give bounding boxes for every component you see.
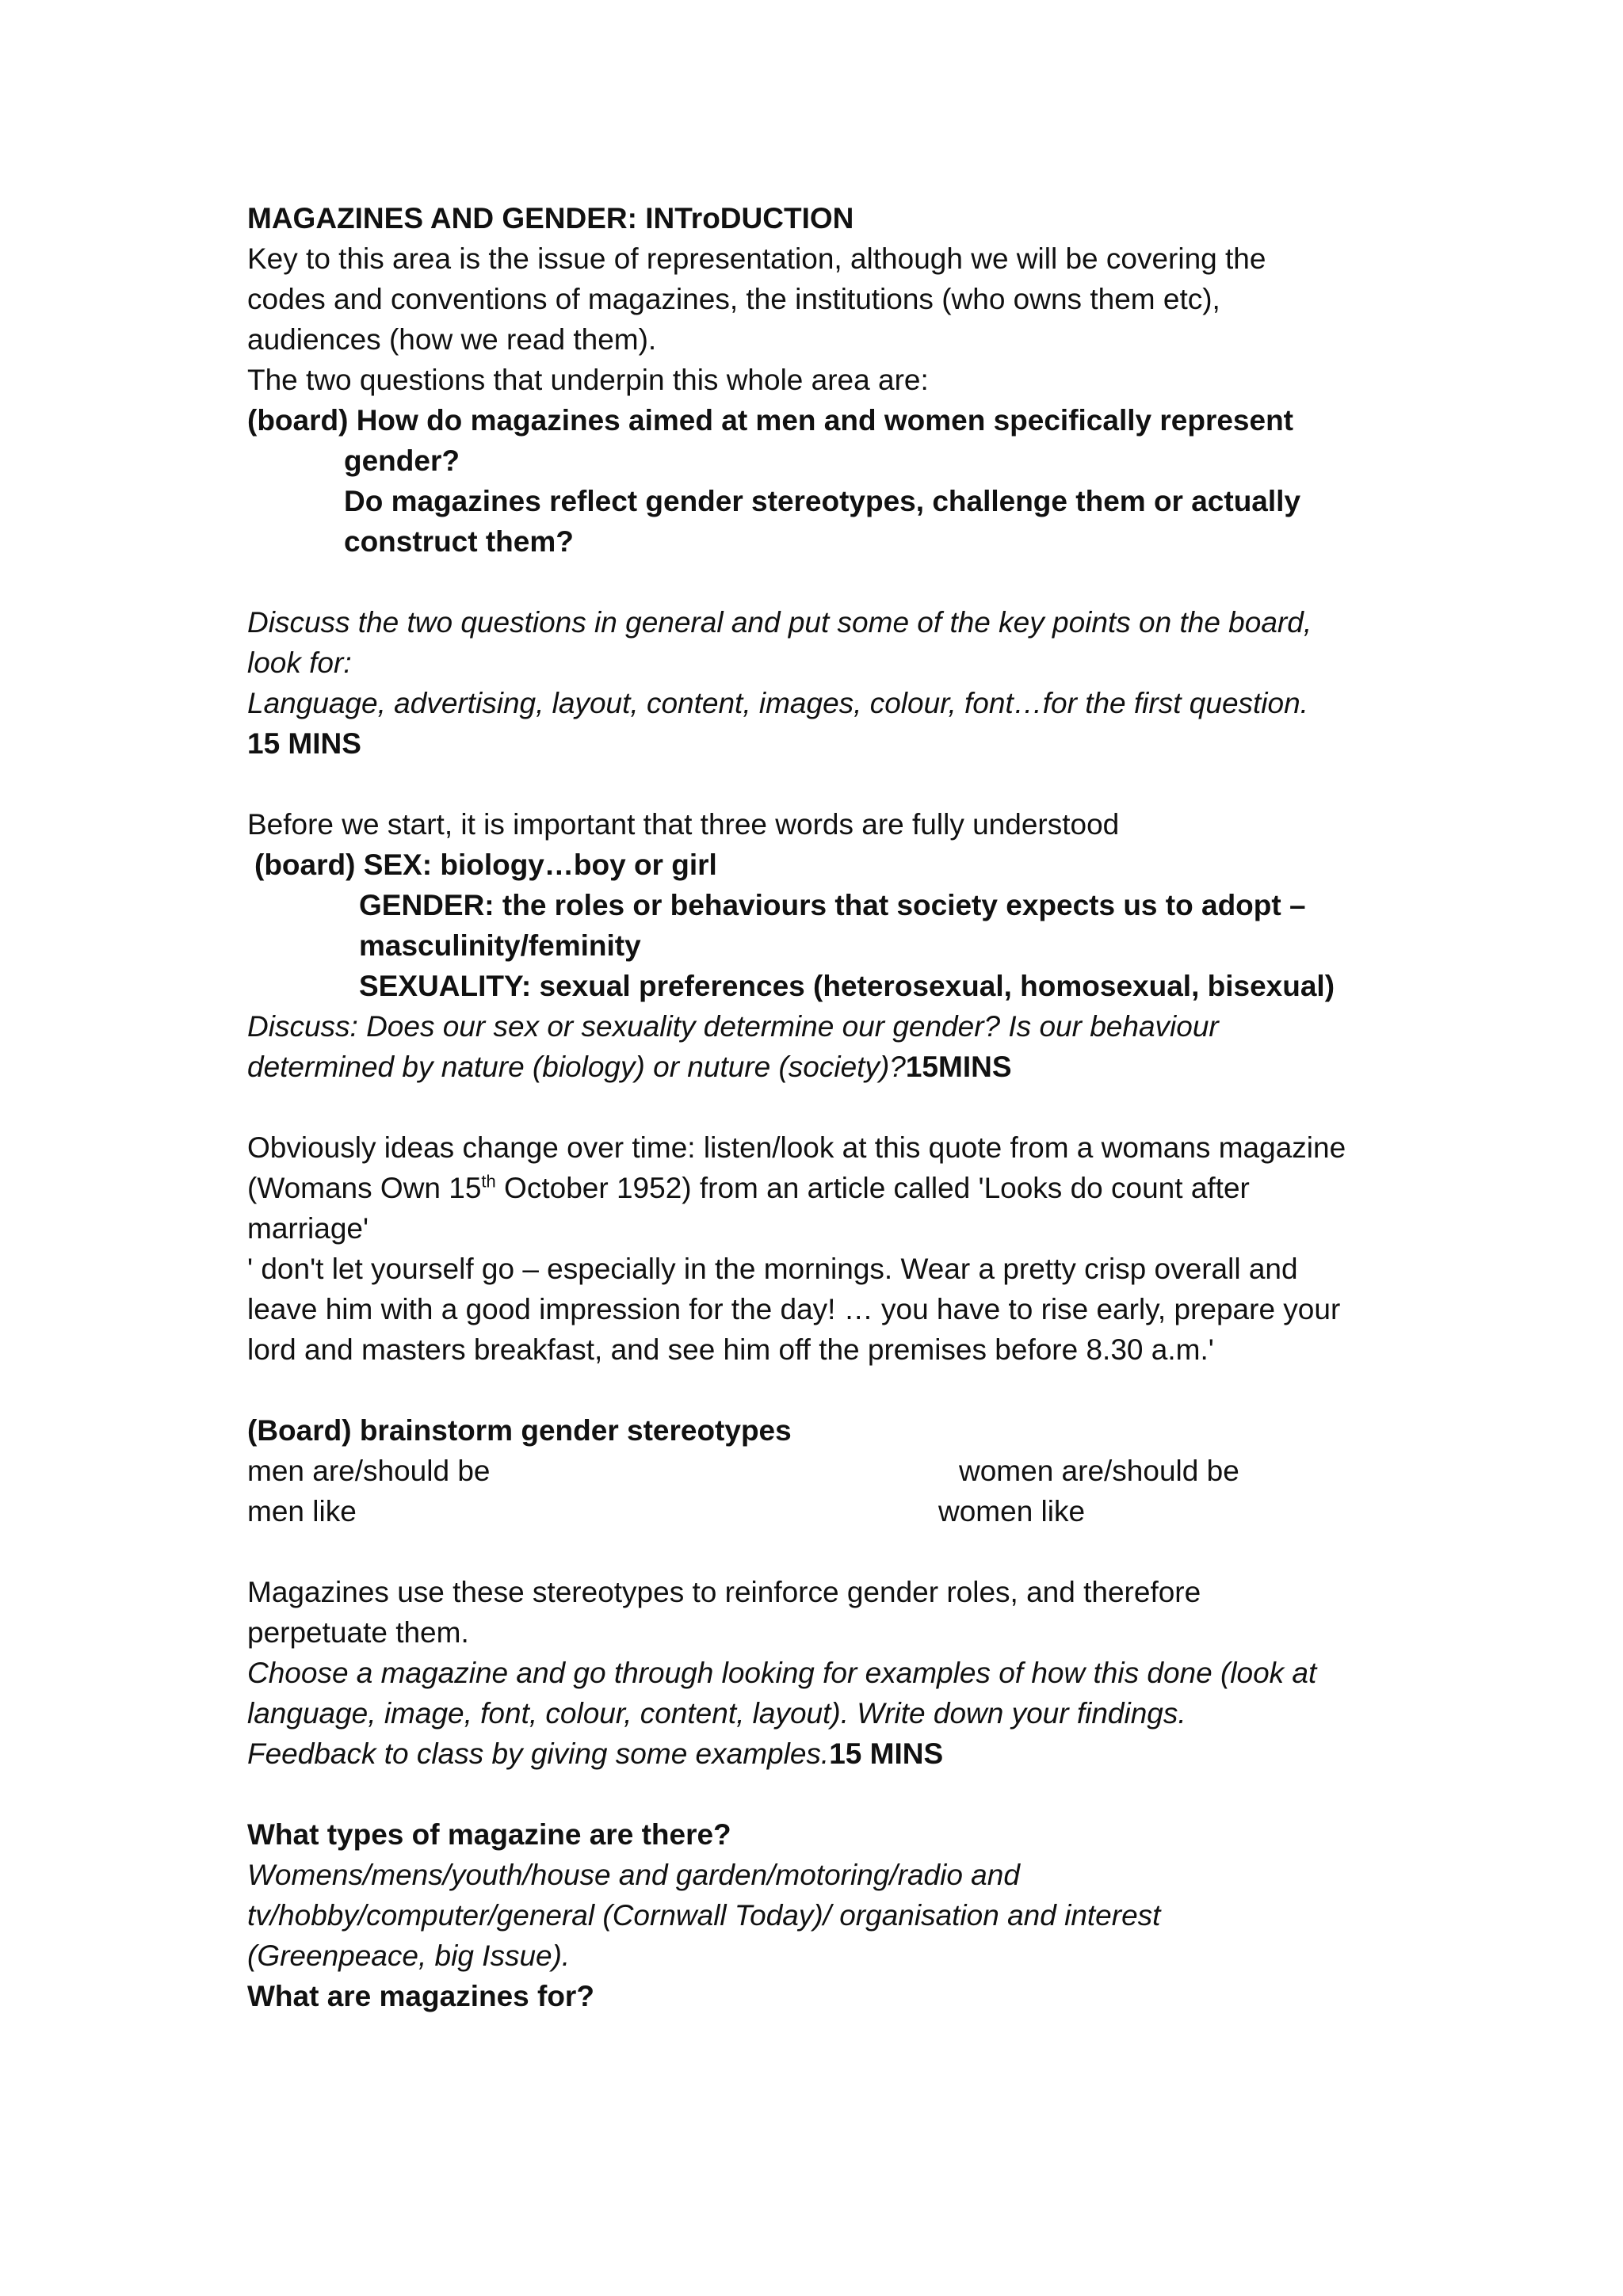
stereotypes-heading: (Board) brainstorm gender stereotypes	[247, 1414, 792, 1447]
terms-discuss-line: Discuss: Does our sex or sexuality determine our gender? Is our behaviour	[247, 1010, 1219, 1043]
purpose-heading: What are magazines for?	[247, 1980, 594, 2012]
spacer	[247, 1087, 1404, 1127]
document-page	[247, 198, 1404, 2016]
intro-line: Key to this area is the issue of representation, although we will be covering the	[247, 242, 1266, 275]
women-column-label: women are/should be	[959, 1455, 1239, 1487]
stereotypes-row	[247, 1451, 1404, 1491]
task-line: Choose a magazine and go through looking for examples of how this done (look at	[247, 1657, 1317, 1689]
quote-source: (Womans Own 15	[247, 1172, 482, 1204]
question-2-line: Do magazines reflect gender stereotypes, challenge them or actually	[344, 485, 1301, 517]
ordinal-suffix: th	[481, 1171, 496, 1192]
question-1-line: gender?	[344, 444, 460, 477]
quote-text-line: lord and masters breakfast, and see him off the premises before 8.30 a.m.'	[247, 1333, 1214, 1366]
types-line: (Greenpeace, big Issue).	[247, 1939, 571, 1972]
term-gender: masculinity/feminity	[359, 929, 641, 962]
task-text: Feedback to class by giving some examples.	[247, 1737, 830, 1770]
term-gender: GENDER: the roles or behaviours that society expects us to adopt –	[359, 889, 1306, 921]
spacer	[247, 562, 1404, 602]
intro-line: The two questions that underpin this whole area are:	[247, 364, 929, 396]
intro-line: codes and conventions of magazines, the institutions (who owns them etc),	[247, 283, 1220, 315]
discuss-line: Language, advertising, layout, content, images, colour, font…for the first question.	[247, 687, 1308, 719]
spacer	[247, 1774, 1404, 1814]
page-title: MAGAZINES AND GENDER: INTroDUCTION	[247, 202, 854, 235]
term-sex: (board) SEX: biology…boy or girl	[254, 849, 717, 881]
men-column-label: men like	[247, 1495, 357, 1527]
terms-discuss-line	[247, 1047, 1404, 1087]
magazines-use-line: perpetuate them.	[247, 1616, 469, 1649]
task-line: language, image, font, colour, content, layout). Write down your findings.	[247, 1697, 1186, 1730]
terms-discuss-text: determined by nature (biology) or nuture (society)?	[247, 1051, 906, 1083]
intro-line: audiences (how we read them).	[247, 323, 657, 356]
women-column-label: women like	[938, 1495, 1086, 1527]
spacer	[247, 1370, 1404, 1410]
types-line: Womens/mens/youth/house and garden/motoring/radio and	[247, 1859, 1020, 1891]
magazines-use-line: Magazines use these stereotypes to reinforce gender roles, and therefore	[247, 1576, 1201, 1608]
quote-intro-line	[247, 1168, 1404, 1208]
task-line	[247, 1733, 1404, 1774]
time-allocation: 15 MINS	[247, 727, 361, 760]
question-2-line: construct them?	[344, 525, 574, 558]
types-line: tv/hobby/computer/general (Cornwall Today)/ organisation and interest	[247, 1899, 1161, 1932]
time-allocation: 15MINS	[905, 1051, 1012, 1083]
terms-intro: Before we start, it is important that three words are fully understood	[247, 808, 1120, 841]
men-column-label: men are/should be	[247, 1455, 491, 1487]
time-allocation: 15 MINS	[829, 1737, 944, 1770]
quote-intro-line: Obviously ideas change over time: listen/look at this quote from a womans magazine	[247, 1131, 1346, 1164]
quote-source: October 1952) from an article called 'Looks do count after	[495, 1172, 1250, 1204]
spacer	[247, 1531, 1404, 1572]
quote-intro-line: marriage'	[247, 1212, 369, 1245]
discuss-line: look for:	[247, 646, 352, 679]
question-1-line: (board) How do magazines aimed at men and women specifically represent	[247, 404, 1294, 437]
discuss-line: Discuss the two questions in general and put some of the key points on the board,	[247, 606, 1312, 639]
term-sexuality: SEXUALITY: sexual preferences (heterosexual, homosexual, bisexual)	[359, 970, 1335, 1002]
types-heading: What types of magazine are there?	[247, 1818, 731, 1851]
quote-text-line: ' don't let yourself go – especially in the mornings. Wear a pretty crisp overall and	[247, 1253, 1298, 1285]
spacer	[247, 764, 1404, 804]
quote-text-line: leave him with a good impression for the day! … you have to rise early, prepare your	[247, 1293, 1341, 1325]
stereotypes-row	[247, 1491, 1404, 1531]
